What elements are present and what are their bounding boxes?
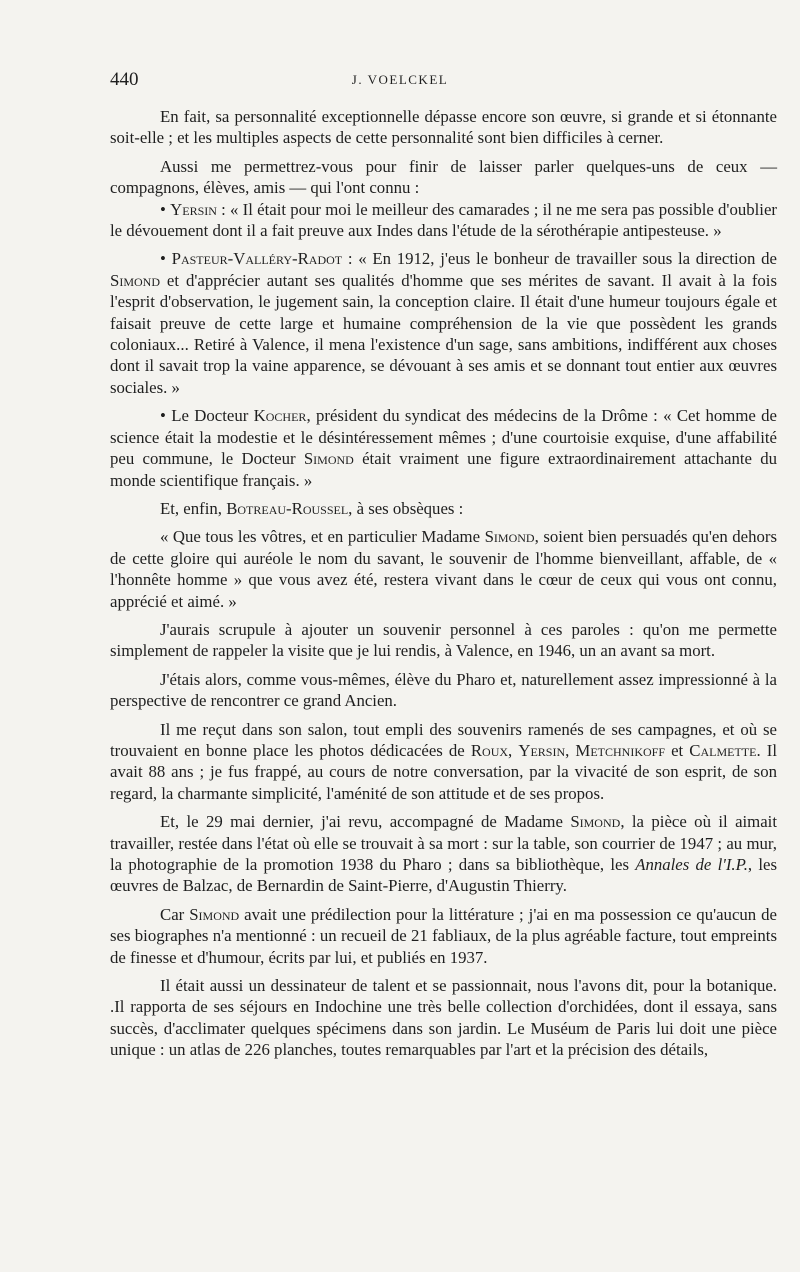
text-fragment: Il me reçut dans son salon, tout empli des souvenirs ramenés de ses campagnes, et où se trouvaient en bonne place les photos dédicacées de (110, 719, 777, 760)
page-header (0, 69, 800, 93)
name-yersin: Yersin (518, 740, 566, 760)
title-annales: Annales de l'I.P. (635, 855, 748, 874)
text-fragment: et (665, 740, 690, 760)
name-simond: Simond (303, 449, 354, 469)
quote-pasteur-vallery-radot (110, 248, 777, 398)
name-roux: Roux (470, 740, 509, 760)
text-fragment: Et, enfin, (160, 498, 227, 518)
text-fragment: . Il avait 88 ans ; je fus frappé, au cours de notre conversation, par la vivacité de son esprit, de son regard, la charmante simplicité, l'aménité de son attitude et de ses propos. (110, 740, 777, 803)
quote-yersin (110, 199, 777, 242)
name-yersin: Yersin (170, 199, 217, 219)
name-simond: Simond (570, 812, 621, 832)
text-fragment: Et, le 29 mai dernier, j'ai revu, accompagné de Madame (160, 812, 571, 832)
name-calmette: Calmette (689, 740, 757, 760)
name-kocher: Kocher (253, 406, 307, 426)
text-fragment: « Que tous les vôtres, et en particulier Madame (160, 527, 485, 547)
bullet: • (160, 249, 166, 269)
text-fragment: , à ses obsèques : (348, 498, 464, 518)
text-fragment: et d'apprécier autant ses qualités d'homme que ses mérites de savant. Il avait à la fois l'esprit d'observation, le jugement sain, la conception claire. Il était d'une humeur toujours égale et faisait preuve de cette large et humaine compréhension de la vie que possèdent les grands coloniaux... Retiré à Valence, il mena l'existence d'un sage, sans ambitions, indifférent aux choses dont il savait trop la vaine apparence, se dévouant à ses amis et se donnant tout entier aux œuvres sociales. » (110, 270, 777, 397)
text-fragment: , (508, 740, 519, 760)
paragraph-7 (110, 719, 777, 805)
text-fragment: était vraiment une figure extraordinairement attachante du monde scientifique français. » (110, 449, 777, 490)
name-simond: Simond (110, 270, 160, 290)
name-simond: Simond (484, 527, 535, 547)
name-simond: Simond (189, 904, 240, 924)
text-fragment: Le Docteur (165, 406, 254, 426)
paragraph-5: J'aurais scrupule à ajouter un souvenir personnel à ces paroles : qu'on me permette simplement de rappeler la visite que je lui rendis, à Valence, en 1946, un an avant sa mort. (110, 619, 777, 661)
paragraph-3 (110, 498, 777, 519)
paragraph-6: J'étais alors, comme vous-mêmes, élève du Pharo et, naturellement assez impressionné à la perspective de rencontrer ce grand Ancien. (110, 669, 777, 711)
quote-yersin-text: : « Il était pour moi le meilleur des camarades ; il ne me sera pas possible d'oublier le dévouement dont il a fait preuve aux Indes dans l'étude de la sérothérapie antipesteuse. » (110, 199, 777, 241)
name-metchnikoff: Metchnikoff (575, 740, 665, 760)
text-fragment: , la pièce où il aimait travailler, restée dans l'état où elle se trouvait à sa mort : sur la table, son courrier de 1947 ; au mur, la photographie de la promotion 1938 du Pharo ; dans sa bibliothèque, les (110, 812, 777, 874)
name-pasteur-vallery-radot: Pasteur-Valléry-Radot (171, 249, 343, 269)
text-fragment: , soient bien persuadés qu'en dehors de cette gloire qui auréole le nom du savant, le souvenir de l'homme bienveillant, affable, de « l'honnête homme » que vous avez été, restera vivant dans le cœur de ceux qui vous ont connu, apprécié et aimé. » (110, 527, 777, 611)
text-fragment: : « En 1912, j'eus le bonheur de travailler sous la direction de (342, 249, 777, 269)
quote-kocher (110, 405, 777, 491)
bullet: • (160, 199, 166, 219)
paragraph-1: En fait, sa personnalité exceptionnelle dépasse encore son œuvre, si grande et si étonnante soit-elle ; et les multiples aspects de cette personnalité sont bien difficiles à cerner. (110, 107, 777, 148)
running-head: J. VOELCKEL (351, 72, 449, 87)
text-fragment: , les œuvres de Balzac, de Bernardin de Saint-Pierre, d'Augustin Thierry. (110, 855, 777, 896)
paragraph-2: Aussi me permettrez-vous pour finir de laisser parler quelques-uns de ceux — compagnons, élèves, amis — qui l'ont connu : (110, 156, 777, 198)
page-number: 440 (110, 69, 139, 90)
name-botreau-roussel: Botreau-Roussel (226, 498, 349, 518)
text-fragment: Car (160, 904, 190, 924)
paragraph-10: Il était aussi un dessinateur de talent et se passionnait, nous l'avons dit, pour la botanique. .Il rapporta de ses séjours en Indochine une très belle collection d'orchidées, dont il essaya, sans succès, d'acclimater quelques spécimens dans son jardin. Le Muséum de Paris lui doit une pièce unique : un atlas de 226 planches, toutes remarquables par l'art et la précision des détails, (110, 976, 777, 1060)
paragraph-9 (110, 904, 777, 968)
text-fragment: avait une prédilection pour la littérature ; j'ai en ma possession ce qu'aucun de ses biographes n'a mentionné : un recueil de 21 fabliaux, de la plus agréable facture, tout empreints de finesse et d'humour, écrits par lui, et publiés en 1937. (110, 904, 777, 967)
paragraph-8 (110, 811, 777, 897)
body-text (110, 106, 777, 1068)
bullet: • (160, 406, 166, 426)
text-fragment: , (565, 740, 576, 760)
quote-botreau-roussel (110, 526, 777, 612)
text-fragment: , président du syndicat des médecins de la Drôme : « Cet homme de science était la modestie et le désintéressement mêmes ; d'une courtoisie exquise, d'une affabilité peu commune, le Docteur (110, 406, 777, 469)
